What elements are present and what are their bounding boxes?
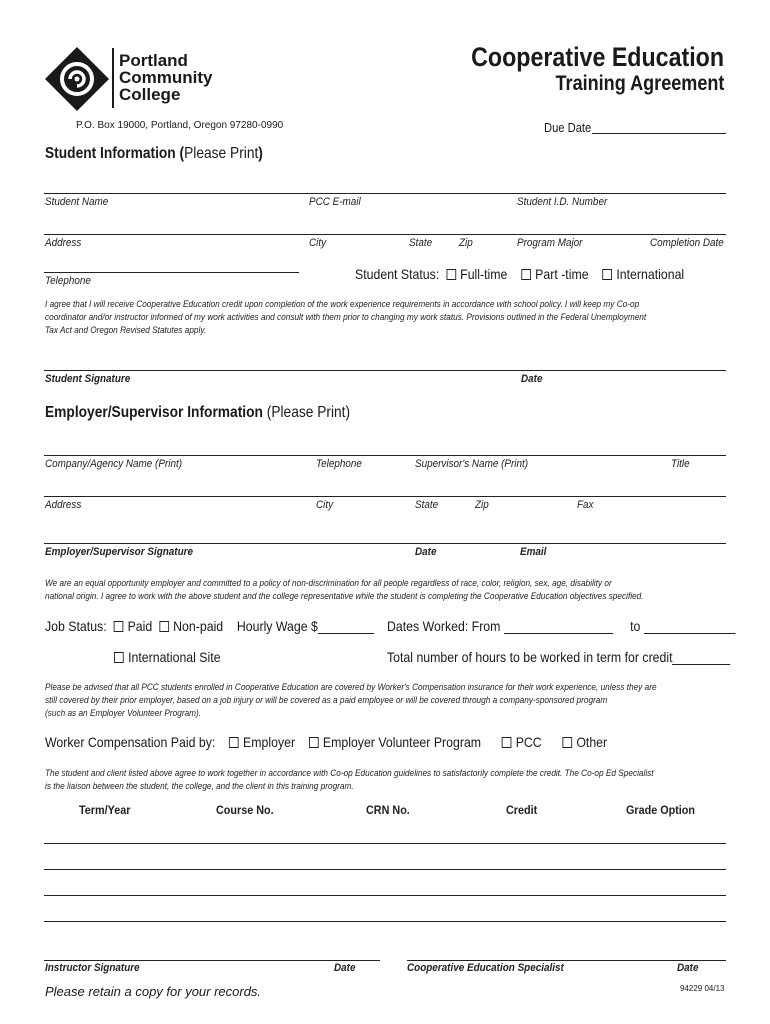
title-label: Title [671, 458, 690, 470]
course-row-line[interactable] [44, 921, 726, 922]
student-section-heading: Student Information (Please Print) [45, 145, 263, 162]
dates-to-field[interactable] [644, 619, 736, 634]
logo-divider [112, 48, 114, 108]
student-row1-line[interactable] [44, 193, 726, 194]
hourly-wage-label: Hourly Wage $ [236, 618, 318, 634]
employer-email-label: Email [520, 546, 547, 558]
student-signature-line[interactable] [44, 370, 726, 371]
hourly-wage-field[interactable] [318, 619, 374, 634]
city-label: City [309, 237, 327, 249]
state-label: State [409, 237, 433, 249]
to-label: to [630, 618, 641, 634]
employer-signature-line[interactable] [44, 543, 726, 544]
wc-pcc-label: PCC [515, 734, 542, 750]
address-label: Address [45, 237, 82, 249]
international-checkbox[interactable] [602, 269, 612, 280]
international-site-row [114, 649, 221, 665]
wc-volunteer-checkbox[interactable] [309, 737, 319, 748]
parttime-label: Part -time [535, 266, 589, 282]
company-name-label: Company/Agency Name (Print) [45, 458, 183, 470]
total-hours-label: Total number of hours to be worked in term for credit [387, 649, 673, 665]
pcc-email-label: PCC E-mail [309, 196, 361, 208]
course-row-line[interactable] [44, 895, 726, 896]
specialist-date-label: Date [677, 962, 699, 974]
course-row-line[interactable] [44, 869, 726, 870]
col-credit: Credit [506, 803, 538, 817]
employer-city-label: City [316, 499, 334, 511]
student-status-label: Student Status: [355, 266, 440, 282]
completion-date-label: Completion Date [650, 237, 724, 249]
student-signature-label: Student Signature [45, 373, 131, 385]
employer-row1-line[interactable] [44, 455, 726, 456]
employer-section-heading: Employer/Supervisor Information (Please Print) [45, 404, 351, 421]
worker-comp-label: Worker Compensation Paid by: [45, 734, 216, 750]
coop-agreement-text: The student and client listed above agree to work together in accordance with Co-op Education guidelines to satisfactorily complete the credit. The Co-op Ed Specialist is the liaison between the student, the college, and the client in this training program. [45, 768, 654, 792]
wc-other-checkbox[interactable] [562, 737, 572, 748]
employer-address-label: Address [45, 499, 82, 511]
employer-date-label: Date [415, 546, 437, 558]
college-address: P.O. Box 19000, Portland, Oregon 97280-0990 [76, 120, 284, 131]
job-status-row [45, 618, 374, 634]
employer-telephone-label: Telephone [316, 458, 362, 470]
fulltime-checkbox[interactable] [446, 269, 456, 280]
dates-from-field[interactable] [504, 619, 613, 634]
employer-state-label: State [415, 499, 439, 511]
nonpaid-label: Non-paid [173, 618, 224, 634]
workers-comp-notice: Please be advised that all PCC students enrolled in Cooperative Education are covered by Worker's Compensation insurance for their work experience, unless they are still covered by their prior employer, based on a job injury or will be covered as a paid employee or will be covered through a company-sponsored program (such as an Employer Volunteer Program). [45, 682, 657, 719]
college-name-line1: Portland [119, 51, 188, 70]
fulltime-label: Full-time [460, 266, 508, 282]
nonpaid-checkbox[interactable] [159, 621, 169, 632]
due-date-field[interactable] [592, 133, 726, 134]
eeo-statement: We are an equal opportunity employer and committed to a policy of non-discrimination for all people regardless of race, color, religion, sex, age, disability or national origin. I agree to work with the above student and the college representative while the student is completing the Cooperative Education objectives specified. [45, 578, 644, 602]
worker-comp-row [45, 734, 607, 750]
wc-employer-label: Employer [243, 734, 296, 750]
total-hours-row [387, 649, 731, 665]
parttime-checkbox[interactable] [521, 269, 531, 280]
col-course-no: Course No. [216, 803, 274, 817]
specialist-label: Cooperative Education Specialist [407, 962, 564, 974]
wc-other-label: Other [576, 734, 608, 750]
student-date-label: Date [521, 373, 543, 385]
col-grade-option: Grade Option [626, 803, 696, 817]
employer-zip-label: Zip [475, 499, 489, 511]
employer-signature-label: Employer/Supervisor Signature [45, 546, 193, 558]
wc-employer-checkbox[interactable] [229, 737, 239, 748]
job-status-label: Job Status: [45, 618, 107, 634]
wc-volunteer-label: Employer Volunteer Program [322, 734, 482, 750]
fax-label: Fax [577, 499, 594, 511]
course-row-line[interactable] [44, 843, 726, 844]
supervisor-name-label: Supervisor's Name (Print) [415, 458, 529, 470]
form-code: 94229 04/13 [680, 984, 725, 993]
student-agreement-text: I agree that I will receive Cooperative Education credit upon completion of the work experience requirements in accordance with school policy. I will keep my Co-op coordinator and/or instructor informed of my work activities and consult with them prior to changing my work status. Provisions outlined in the Federal Unemployment Tax Act and Oregon Revised Statutes apply. [45, 299, 647, 336]
dates-worked-label: Dates Worked: From [387, 618, 501, 634]
zip-label: Zip [459, 237, 473, 249]
paid-checkbox[interactable] [113, 621, 123, 632]
student-row2-line[interactable] [44, 234, 726, 235]
wc-pcc-checkbox[interactable] [502, 737, 512, 748]
college-name-line3: College [119, 85, 181, 104]
telephone-line[interactable] [44, 272, 299, 273]
international-site-label: International Site [128, 649, 221, 665]
student-name-label: Student Name [45, 196, 109, 208]
form-subtitle: Training Agreement [555, 72, 724, 95]
telephone-label: Telephone [45, 275, 91, 287]
col-crn-no: CRN No. [366, 803, 410, 817]
student-id-label: Student I.D. Number [517, 196, 608, 208]
paid-label: Paid [127, 618, 153, 634]
instructor-date-label: Date [334, 962, 356, 974]
instructor-signature-line[interactable] [44, 960, 380, 961]
specialist-signature-line[interactable] [407, 960, 726, 961]
college-name [119, 52, 213, 103]
instructor-signature-label: Instructor Signature [45, 962, 140, 974]
col-term-year: Term/Year [79, 803, 131, 817]
program-major-label: Program Major [517, 237, 583, 249]
student-status-row [355, 266, 684, 282]
retain-copy-note: Please retain a copy for your records. [45, 984, 262, 999]
employer-row2-line[interactable] [44, 496, 726, 497]
due-date-label: Due Date [544, 120, 592, 135]
form-title: Cooperative Education [471, 42, 724, 72]
pcc-logo-mark-icon [44, 46, 110, 112]
total-hours-field[interactable] [673, 650, 731, 665]
international-label: International [616, 266, 685, 282]
international-site-checkbox[interactable] [114, 652, 124, 663]
college-name-line2: Community [119, 68, 213, 87]
pcc-logo [44, 46, 110, 117]
dates-worked-row [387, 618, 735, 634]
